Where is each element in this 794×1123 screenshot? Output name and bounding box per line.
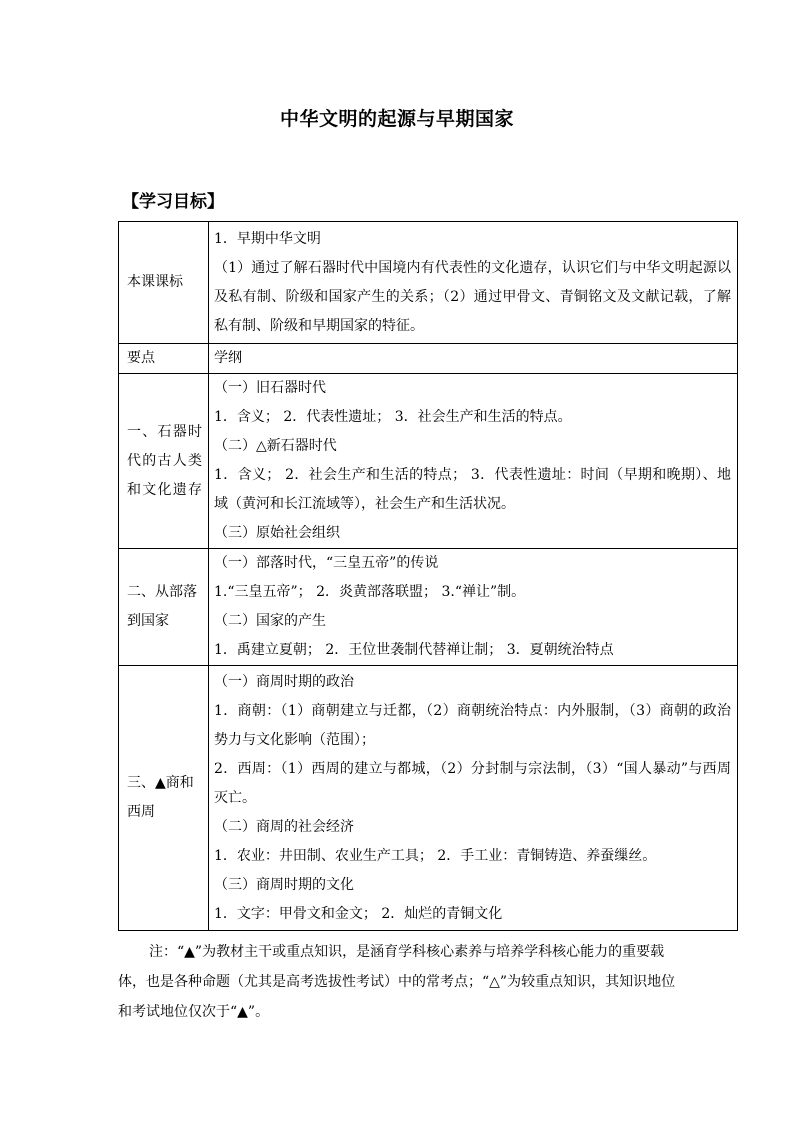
table-row-curriculum [119, 222, 738, 344]
content-line: 学纲 [214, 350, 242, 366]
table-row-stone-age [119, 374, 738, 549]
learning-goals-table [118, 221, 738, 931]
content-line: 1．商朝：（1）商朝建立与迁都，（2）商朝统治特点：内外服制，（3）商朝的政治势力与文化影响（范围）； [214, 702, 731, 748]
footnote: 注：“▲”为教材主干或重点知识，是涵育学科核心素养与培养学科核心能力的重要载体，也是各种命题（尤其是高考选拔性考试）中的常考点；“△”为较重点知识，其知识地位和考试地位仅次于“▲”。 [118, 944, 676, 1020]
row-label: 要点 [119, 344, 209, 374]
section-heading: 【学习目标】 [122, 192, 224, 212]
row-content [209, 222, 738, 344]
content-line: （1）通过了解石器时代中国境内有代表性的文化遗存，认识它们与中华文明起源以及私有制、阶级和国家产生的关系；（2）通过甲骨文、青铜铭文及文献记载，了解私有制、阶级和早期国家的特征。 [214, 259, 731, 334]
content-line: 1．农业：井田制、农业生产工具； 2．手工业：青铜铸造、养蚕缫丝。 [214, 847, 657, 864]
content-line: （一）旧石器时代 [214, 380, 326, 396]
row-label: 二、从部落到国家 [119, 549, 209, 666]
content-line: （一）商周时期的政治 [214, 673, 354, 690]
content-line: 2．西周：（1）西周的建立与都城，（2）分封制与宗法制，（3）“国人暴动”与西周灭亡。 [214, 760, 731, 806]
content-line: （二）国家的产生 [214, 613, 326, 629]
table-row-shang-zhou [119, 666, 738, 931]
row-label: 本课课标 [119, 222, 209, 344]
table-row-tribe-to-state [119, 549, 738, 666]
row-label: 三、▲商和西周 [119, 666, 209, 931]
page-title: 中华文明的起源与早期国家 [279, 108, 514, 130]
row-content [209, 549, 738, 666]
content-line: （一）部落时代，“三皇五帝”的传说 [214, 555, 439, 571]
row-content [209, 344, 738, 374]
content-line: 1．文字：甲骨文和金文； 2．灿烂的青铜文化 [214, 905, 503, 922]
content-line: 1．早期中华文明 [214, 230, 321, 247]
row-content [209, 374, 738, 549]
content-line: 1．禹建立夏朝； 2．王位世袭制代替禅让制； 3．夏朝统治特点 [214, 642, 614, 658]
content-line: 1．含义； 2．社会生产和生活的特点； 3．代表性遗址：时间（早期和晚期）、地域（黄河和长江流域等），社会生产和生活状况。 [214, 467, 731, 512]
content-line: （三）商周时期的文化 [214, 876, 354, 893]
content-line: （二）△新石器时代 [214, 438, 337, 454]
content-line: （二）商周的社会经济 [214, 818, 354, 835]
row-content [209, 666, 738, 931]
content-line: 1.“三皇五帝”； 2．炎黄部落联盟； 3.“禅让”制。 [214, 584, 526, 600]
content-line: 1．含义； 2．代表性遗址； 3．社会生产和生活的特点。 [214, 409, 572, 425]
content-line: （三）原始社会组织 [214, 525, 340, 541]
table-row-keypoints [119, 344, 738, 374]
row-label: 一、石器时代的古人类和文化遗存 [119, 374, 209, 549]
